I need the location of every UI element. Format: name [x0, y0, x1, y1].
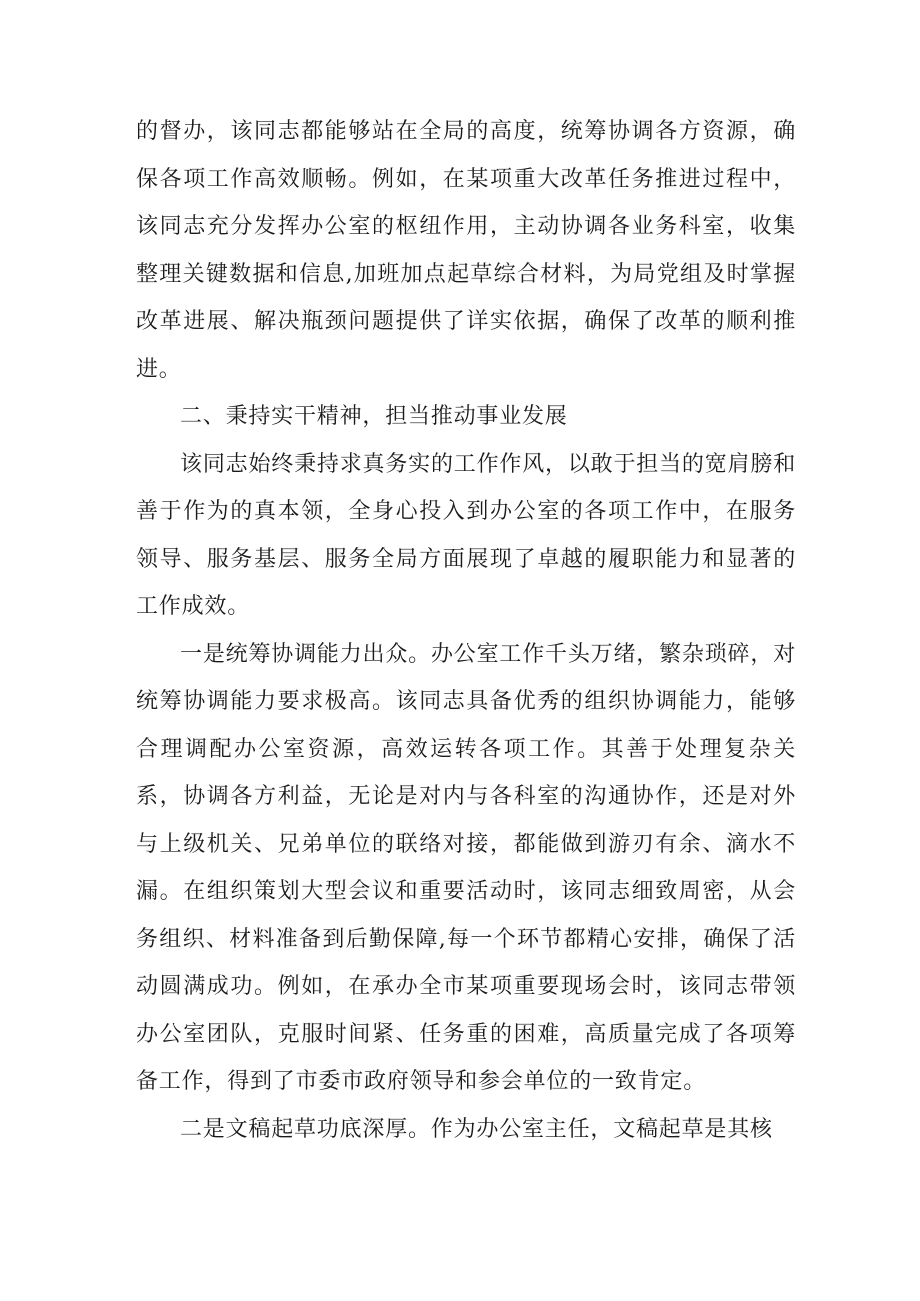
section-heading-two: 二、秉持实干精神，担当推动事业发展: [180, 404, 568, 429]
paragraph-work-style: 该同志始终秉持求真务实的工作作风，以敢于担当的宽肩膀和善于作为的真本领，全身心投入到办公室的各项工作中，在服务领导、服务基层、服务全局方面展现了卓越的履职能力和显著的工作成效。: [136, 451, 796, 619]
paragraph-supervision-continuation: 的督办，该同志都能够站在全局的高度，统筹协调各方资源，确保各项工作高效顺畅。例如，在某项重大改革任务推进过程中，该同志充分发挥办公室的枢纽作用，主动协调各业务科室，收集整理关键数据和信息,加班加点起草综合材料，为局党组及时掌握改革进展、解决瓶颈问题提供了详实依据，确保了改革的顺利推进。: [136, 119, 796, 382]
document-body: [136, 108, 796, 1153]
paragraph-coordination-ability: 一是统筹协调能力出众。办公室工作千头万绪，繁杂琐碎，对统筹协调能力要求极高。该同志具备优秀的组织协调能力，能够合理调配办公室资源，高效运转各项工作。其善于处理复杂关系，协调各方利益，无论是对内与各科室的沟通协作，还是对外与上级机关、兄弟单位的联络对接，都能做到游刃有余、滴水不漏。在组织策划大型会议和重要活动时，该同志细致周密，从会务组织、材料准备到后勤保障,每一个环节都精心安排，确保了活动圆满成功。例如，在承办全市某项重要现场会时，该同志带领办公室团队，克服时间紧、任务重的困难，高质量完成了各项筹备工作，得到了市委市政府领导和参会单位的一致肯定。: [136, 641, 796, 1094]
paragraph-drafting-skill: 二是文稿起草功底深厚。作为办公室主任，文稿起草是其核: [180, 1116, 773, 1142]
